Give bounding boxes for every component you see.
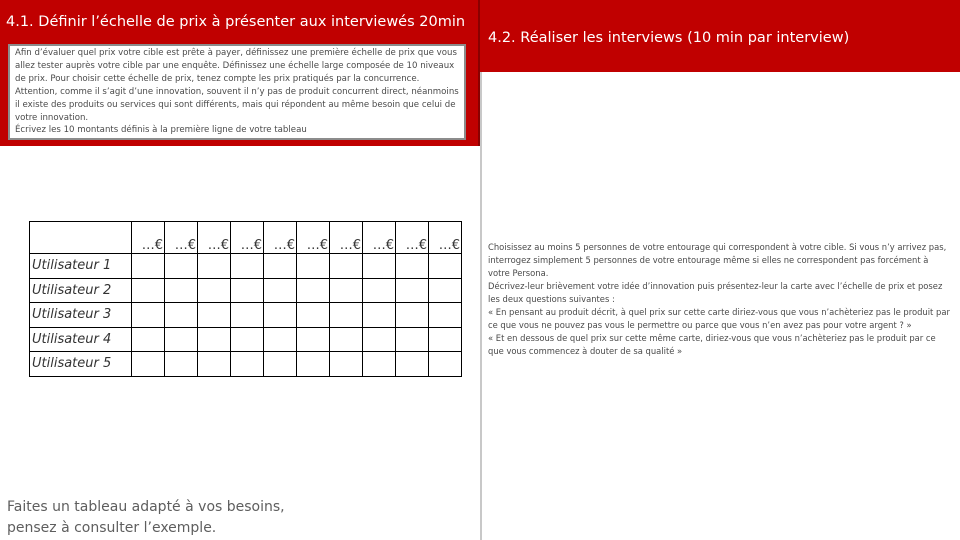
table-cell <box>264 254 297 279</box>
interview-instructions <box>488 241 950 358</box>
table-cell <box>231 352 264 377</box>
table-cell <box>165 254 198 279</box>
table-corner-cell <box>30 222 132 254</box>
table-row <box>30 254 462 279</box>
interview-paragraph: Choisissez au moins 5 personnes de votre entourage qui correspondent à votre cible. Si vous n’y arrivez pas, interrogez simplement 5 personnes de votre entourage même si elles ne correspondent pas forcément à votre Persona. <box>488 242 947 278</box>
table-cell <box>132 278 165 303</box>
table-cell <box>297 352 330 377</box>
table-cell <box>396 254 429 279</box>
table-cell <box>297 278 330 303</box>
table-cell <box>363 303 396 328</box>
price-header: …€ <box>231 222 264 254</box>
table-cell <box>363 254 396 279</box>
table-cell <box>198 254 231 279</box>
price-header: …€ <box>264 222 297 254</box>
table-note: Faites un tableau adapté à vos besoins, pensez à consulter l’exemple. <box>7 499 285 536</box>
table-cell <box>132 254 165 279</box>
table-cell <box>396 278 429 303</box>
table-cell <box>330 352 363 377</box>
price-header: …€ <box>429 222 462 254</box>
instructions-box <box>8 44 466 140</box>
table-cell <box>165 278 198 303</box>
price-header: …€ <box>396 222 429 254</box>
table-cell <box>363 327 396 352</box>
table-cell <box>330 278 363 303</box>
price-table <box>29 221 462 377</box>
table-cell <box>198 327 231 352</box>
table-cell <box>264 278 297 303</box>
table-header-row <box>30 222 462 254</box>
table-cell <box>297 254 330 279</box>
table-cell <box>330 303 363 328</box>
right-header <box>480 0 960 72</box>
table-cell <box>429 303 462 328</box>
interview-paragraph: « Et en dessous de quel prix sur cette même carte, diriez-vous que vous n’achèteriez pas le produit par ce que vous commencez à douter de sa qualité » <box>488 333 936 356</box>
table-cell <box>132 352 165 377</box>
price-header: …€ <box>132 222 165 254</box>
right-title: 4.2. Réaliser les interviews (10 min par interview) <box>488 30 850 46</box>
interview-paragraph: « En pensant au produit décrit, à quel prix sur cette carte diriez-vous que vous n’achèteriez pas le produit par ce que vous ne pouvez pas vous le permettre ou parce que vous n’en avez pas pour votre argent ? » <box>488 307 950 330</box>
table-cell <box>363 352 396 377</box>
interview-paragraph: Décrivez-leur brièvement votre idée d’innovation puis présentez-leur la carte avec l’échelle de prix et posez les deux questions suivantes : <box>488 281 943 304</box>
table-cell <box>231 327 264 352</box>
table-cell <box>396 303 429 328</box>
table-cell <box>198 278 231 303</box>
price-header: …€ <box>297 222 330 254</box>
table-cell <box>165 303 198 328</box>
table-cell <box>330 254 363 279</box>
price-header: …€ <box>330 222 363 254</box>
table-cell <box>231 303 264 328</box>
table-cell <box>429 278 462 303</box>
instructions-paragraph: Afin d’évaluer quel prix votre cible est prête à payer, définissez une première échelle de prix que vous allez tester auprès votre cible par une enquête. Définissez une échelle large composée de 10 niveaux de prix. Pour choisir cette échelle de prix, tenez compte les prix pratiqués par la concurrence. Attention, comme il s’agit d’une innovation, souvent il n’y pas de produit concurrent direct, néanmoins il existe des produits ou services qui sont différents, mais qui répondent au même besoin que celui de votre innovation. <box>15 48 459 123</box>
table-cell <box>363 278 396 303</box>
table-row <box>30 278 462 303</box>
table-row <box>30 327 462 352</box>
table-row <box>30 352 462 377</box>
instructions-paragraph: Écrivez les 10 montants définis à la première ligne de votre tableau <box>15 125 307 136</box>
table-cell <box>198 352 231 377</box>
table-cell <box>198 303 231 328</box>
table-cell <box>429 327 462 352</box>
table-cell <box>330 327 363 352</box>
table-row <box>30 303 462 328</box>
table-cell <box>165 352 198 377</box>
table-cell <box>396 327 429 352</box>
row-label: Utilisateur 2 <box>30 278 132 303</box>
row-label: Utilisateur 4 <box>30 327 132 352</box>
table-cell <box>132 327 165 352</box>
price-header: …€ <box>198 222 231 254</box>
table-cell <box>297 303 330 328</box>
row-label: Utilisateur 3 <box>30 303 132 328</box>
table-cell <box>132 303 165 328</box>
table-cell <box>264 352 297 377</box>
price-header: …€ <box>165 222 198 254</box>
left-title: 4.1. Définir l’échelle de prix à présenter aux interviewés 20min <box>6 14 466 30</box>
table-cell <box>264 327 297 352</box>
table-cell <box>429 352 462 377</box>
table-cell <box>297 327 330 352</box>
table-cell <box>264 303 297 328</box>
table-cell <box>396 352 429 377</box>
row-label: Utilisateur 1 <box>30 254 132 279</box>
table-cell <box>231 254 264 279</box>
row-label: Utilisateur 5 <box>30 352 132 377</box>
price-header: …€ <box>363 222 396 254</box>
table-cell <box>231 278 264 303</box>
table-cell <box>165 327 198 352</box>
table-cell <box>429 254 462 279</box>
